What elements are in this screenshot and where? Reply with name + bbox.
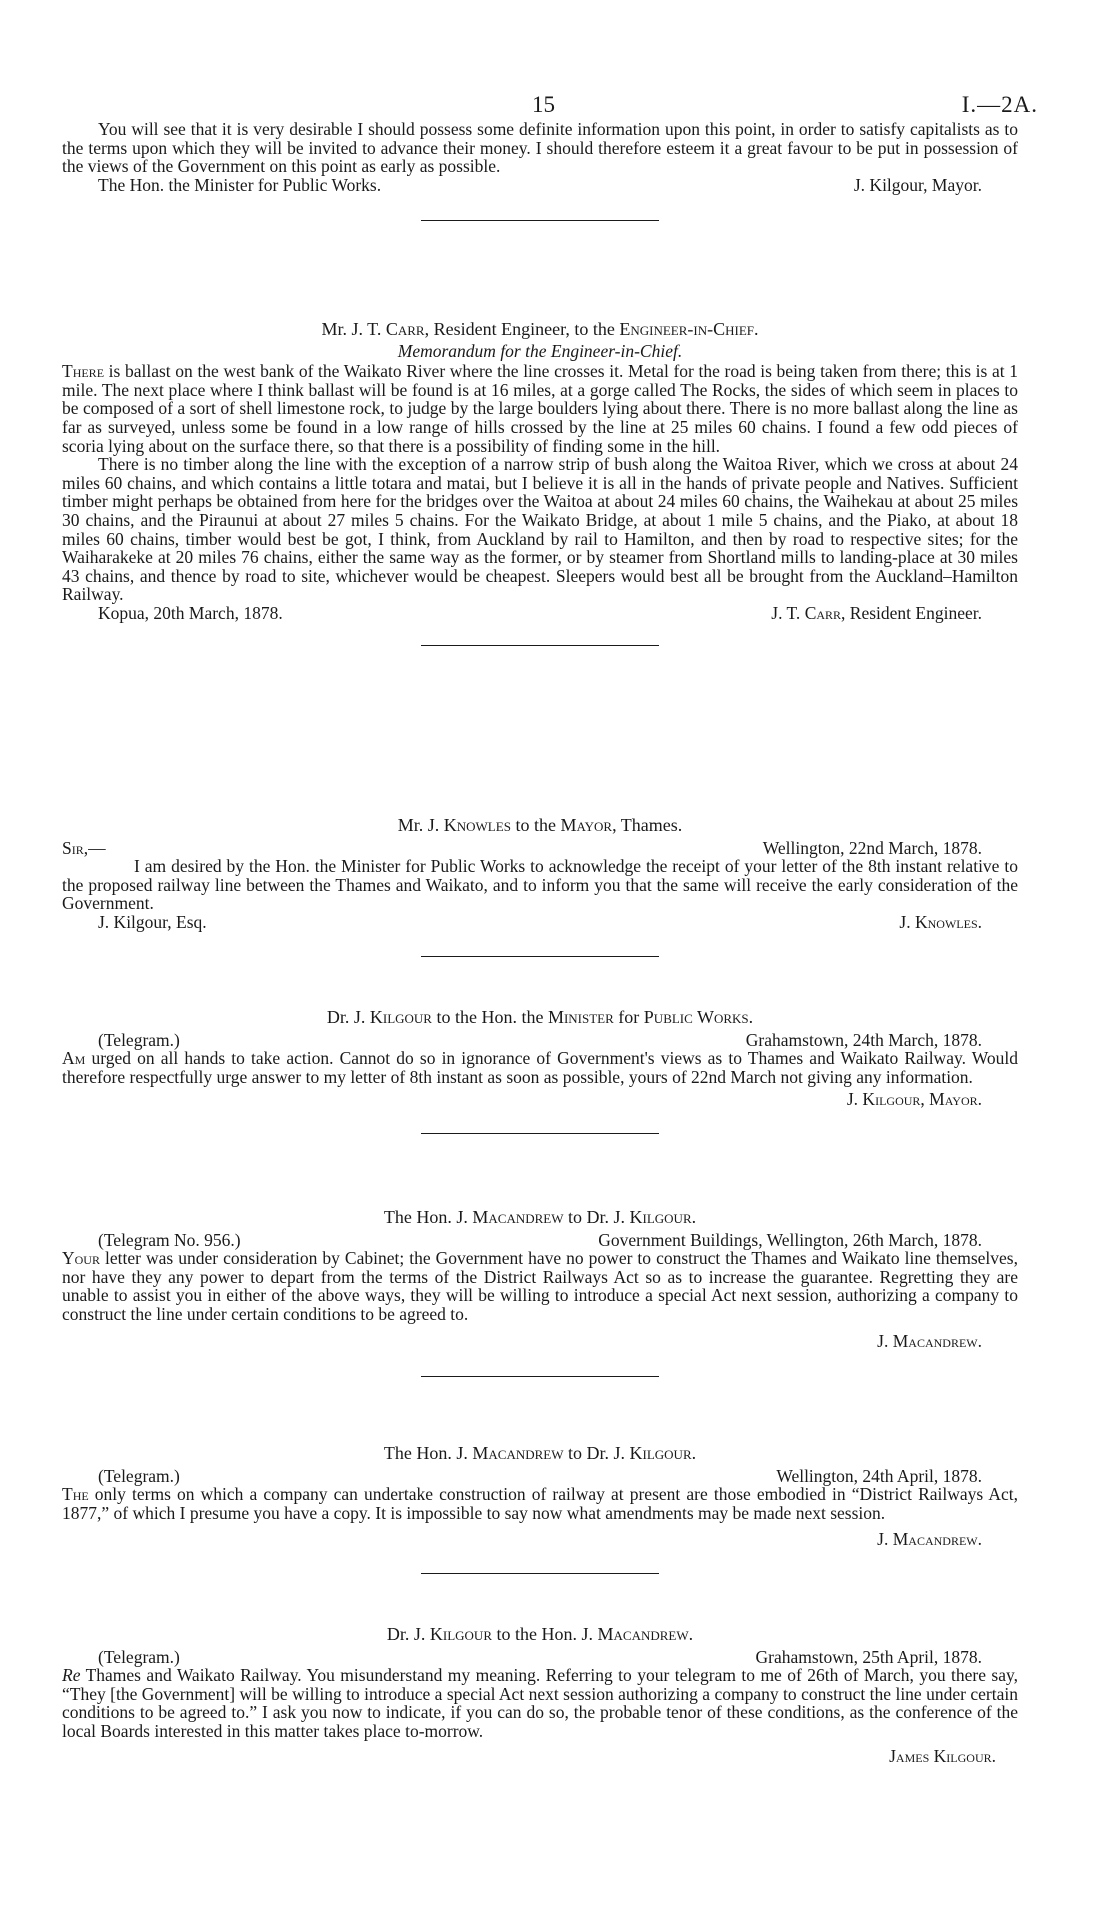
telegram-body	[62, 1049, 1018, 1086]
telegram-kilgour-2	[62, 1625, 1018, 1765]
letter-signature-row	[62, 913, 1018, 932]
title-part: Mr. J.	[397, 815, 444, 835]
place-date: Grahamstown, 24th March, 1878.	[745, 1029, 982, 1050]
divider	[421, 1573, 659, 1574]
letter-title	[62, 1625, 1018, 1644]
page-number: 15	[532, 92, 555, 117]
title-part: Mayor	[560, 815, 613, 835]
memo-paragraph-1	[62, 362, 1018, 455]
paragraph-text: urged on all hands to take action. Cannot do so in ignorance of Government's views as to Thames and Waikato Railway. Would therefore respectfully urge answer to my letter of 8th instant as soon as possible, yours of 22nd March not giving any information.	[62, 1048, 1018, 1087]
place-date: Grahamstown, 25th April, 1878.	[755, 1646, 982, 1667]
title-part: Kilgour	[369, 1007, 432, 1027]
salutation-row	[62, 839, 1018, 858]
title-part: to Dr. J.	[563, 1207, 630, 1227]
title-part: Dr. J.	[326, 1007, 370, 1027]
title-part: Carr	[385, 319, 425, 339]
title-part: to the Hon. J.	[492, 1624, 598, 1644]
place-date: Government Buildings, Wellington, 26th March, 1878.	[598, 1229, 982, 1250]
sig-part: Carr	[804, 602, 842, 623]
letter-body: I am desired by the Hon. the Minister for Public Works to acknowledge the receipt of your letter of the 8th instant relative to the proposed railway line between the Thames and Waikato, and to inform you that the same will receive the early consideration of the Government.	[62, 856, 1018, 914]
title-part: Kilgour	[429, 1624, 492, 1644]
memo-signature	[771, 604, 1018, 623]
salutation: Sir,—	[62, 837, 106, 858]
paragraph-text: Thames and Waikato Railway. You misunderstand my meaning. Referring to your telegram to me of 26th of March, you there say, “They [the Government] will be willing to introduce a special Act next session authorizing a company to construct the line under certain conditions to be agreed to.” I ask you now to indicate, if you can do so, the probable tenor of these conditions, as the conference of the local Boards interested in this matter takes place to-morrow.	[62, 1665, 1018, 1741]
title-part: .	[748, 1007, 754, 1027]
addressee: J. Kilgour, Esq.	[98, 911, 207, 932]
title-part: The Hon. J.	[383, 1443, 473, 1463]
place-date: Wellington, 22nd March, 1878.	[762, 837, 982, 858]
telegram-kilgour-1	[62, 1008, 1018, 1134]
document-reference: I.—2A.	[961, 92, 1038, 117]
divider	[421, 1376, 659, 1377]
title-part: Macandrew	[472, 1207, 564, 1227]
title-part: Kilgour	[629, 1207, 692, 1227]
divider	[421, 956, 659, 957]
telegram-signature: J. Kilgour, Mayor.	[846, 1089, 982, 1110]
title-part: Kilgour	[629, 1443, 692, 1463]
title-part: to the Hon. the	[431, 1007, 548, 1027]
telegram-signature: J. Macandrew.	[877, 1529, 982, 1550]
telegram-body	[62, 1249, 1018, 1323]
lead-word: Your	[62, 1248, 100, 1269]
divider	[421, 220, 659, 221]
intro-paragraph: You will see that it is very desirable I should possess some definite information upon this point, in order to satisfy capitalists as to the terms upon which they will be invited to advance their money. I should therefore esteem it a great favour to be put in possession of the views of the Government on this point as early as possible.	[62, 119, 1018, 177]
paragraph-text: letter was under consideration by Cabinet; the Government have no power to construct the Thames and Waikato line themselves, nor have they any power to depart from the terms of the District Railways Act so as to increase the guarantee. Regretting they are unable to assist you in either of the above ways, they will be willing to introduce a special Act next session, authorizing a company to construct the line under certain conditions to be agreed to.	[62, 1248, 1018, 1324]
telegram-body	[62, 1485, 1018, 1522]
lead-word: The	[62, 1484, 89, 1505]
intro-addressee: The Hon. the Minister for Public Works.	[98, 174, 382, 195]
letter-knowles	[62, 816, 1018, 957]
lead-word: Am	[62, 1048, 86, 1069]
paragraph-text: is ballast on the west bank of the Waikato River where the line crosses it. Metal for the road is being taken from there; this is at 1 mile. The next place where I think ballast will be found is at 16 miles, at a gorge called The Rocks, the sides of which seem in places to be composed of a sort of shell limestone rock, to judge by the large boulders lying about there. There is no more ballast along the line as far as surveyed, unless some be found in a low range of hills crossed by the line at 25 miles 60 chains. I found a few odd pieces of scoria lying about on the surface there, so that there is a possibility of finding some in the hill.	[62, 361, 1018, 456]
title-part: , Resident Engineer, to the	[424, 319, 620, 339]
telegram-signature: J. Macandrew.	[877, 1330, 982, 1351]
intro-signature: J. Kilgour, Mayor.	[853, 174, 982, 195]
memo-signature-row	[62, 604, 1018, 623]
telegram-header-row	[62, 1467, 1018, 1486]
paragraph-text: only terms on which a company can undertake construction of railway at present are those embodied in “District Railways Act, 1877,” of which I presume you have a copy. It is impossible to say now what amendments may be made next session.	[62, 1484, 1018, 1523]
title-part: Mr. J. T.	[321, 319, 386, 339]
letter-title	[62, 320, 1018, 339]
title-part: Macandrew	[472, 1443, 564, 1463]
divider	[421, 1133, 659, 1134]
title-part: to Dr. J.	[563, 1443, 630, 1463]
title-part: The Hon. J.	[383, 1207, 473, 1227]
telegram-macandrew-1	[62, 1208, 1018, 1377]
title-part: Knowles	[443, 815, 511, 835]
title-part: Dr. J.	[386, 1624, 430, 1644]
page-header	[0, 92, 1114, 122]
letter-title	[62, 1208, 1018, 1227]
telegram-header-row	[62, 1031, 1018, 1050]
intro-section	[62, 120, 1018, 221]
letter-signature: J. Knowles.	[899, 911, 982, 932]
title-part: Macandrew	[597, 1624, 689, 1644]
title-part: , Thames.	[612, 815, 683, 835]
telegram-label: (Telegram.)	[98, 1646, 180, 1667]
telegram-header-row	[62, 1648, 1018, 1667]
intro-signature-row	[62, 176, 1018, 195]
title-part: Public Works	[643, 1007, 749, 1027]
letter-title	[62, 1008, 1018, 1027]
title-part: Minister	[547, 1007, 614, 1027]
memo-paragraph-2: There is no timber along the line with the exception of a narrow strip of bush along the Waitoa River, which we cross at about 24 miles 60 chains, and which contains a little totara and matai, but I believe it is all in the hands of private people and Natives. Sufficient timber might perhaps be obtained from here for the bridges over the Waitoa at about 24 miles 60 chains, the Waihekau at about 25 miles 30 chains, and the Piraunui at about 27 miles 5 chains. For the Waikato Bridge, at about 1 mile 5 chains, and the Piako, at about 18 miles 60 chains, timber would best be got, I think, from Auckland by rail to Hamilton, and then by road to respective sites; for the Waiharakeke at 20 miles 76 chains, either the same way as the former, or by steamer from Shortland mills to landing-place at 30 miles 43 chains, and thence by road to site, whichever would be cheapest. Sleepers would best all be brought from the Auckland–Hamilton Railway.	[62, 454, 1018, 605]
title-part: .	[754, 319, 759, 339]
telegram-body	[62, 1666, 1018, 1740]
title-part: .	[691, 1207, 697, 1227]
title-part: for	[613, 1007, 644, 1027]
title-part: .	[688, 1624, 694, 1644]
place-date: Kopua, 20th March, 1878.	[98, 602, 283, 623]
lead-word: Re	[62, 1665, 81, 1686]
telegram-label: (Telegram.)	[98, 1029, 180, 1050]
memorandum-carr	[62, 320, 1018, 646]
title-part: to the	[510, 815, 561, 835]
title-part: Engineer-in-Chief	[619, 319, 754, 339]
place-date: Wellington, 24th April, 1878.	[776, 1465, 982, 1486]
title-part: .	[691, 1443, 697, 1463]
telegram-header-row	[62, 1231, 1018, 1250]
sig-part: , Resident Engineer.	[841, 602, 982, 623]
sig-part: J. T.	[771, 602, 805, 623]
telegram-macandrew-2	[62, 1444, 1018, 1574]
telegram-label: (Telegram No. 956.)	[98, 1229, 241, 1250]
telegram-signature: James Kilgour.	[889, 1745, 996, 1766]
divider	[421, 645, 659, 646]
letter-title	[62, 1444, 1018, 1463]
telegram-label: (Telegram.)	[98, 1465, 180, 1486]
letter-title	[62, 816, 1018, 835]
memorandum-subtitle: Memorandum for the Engineer-in-Chief.	[397, 340, 683, 361]
lead-word: There	[62, 361, 105, 382]
